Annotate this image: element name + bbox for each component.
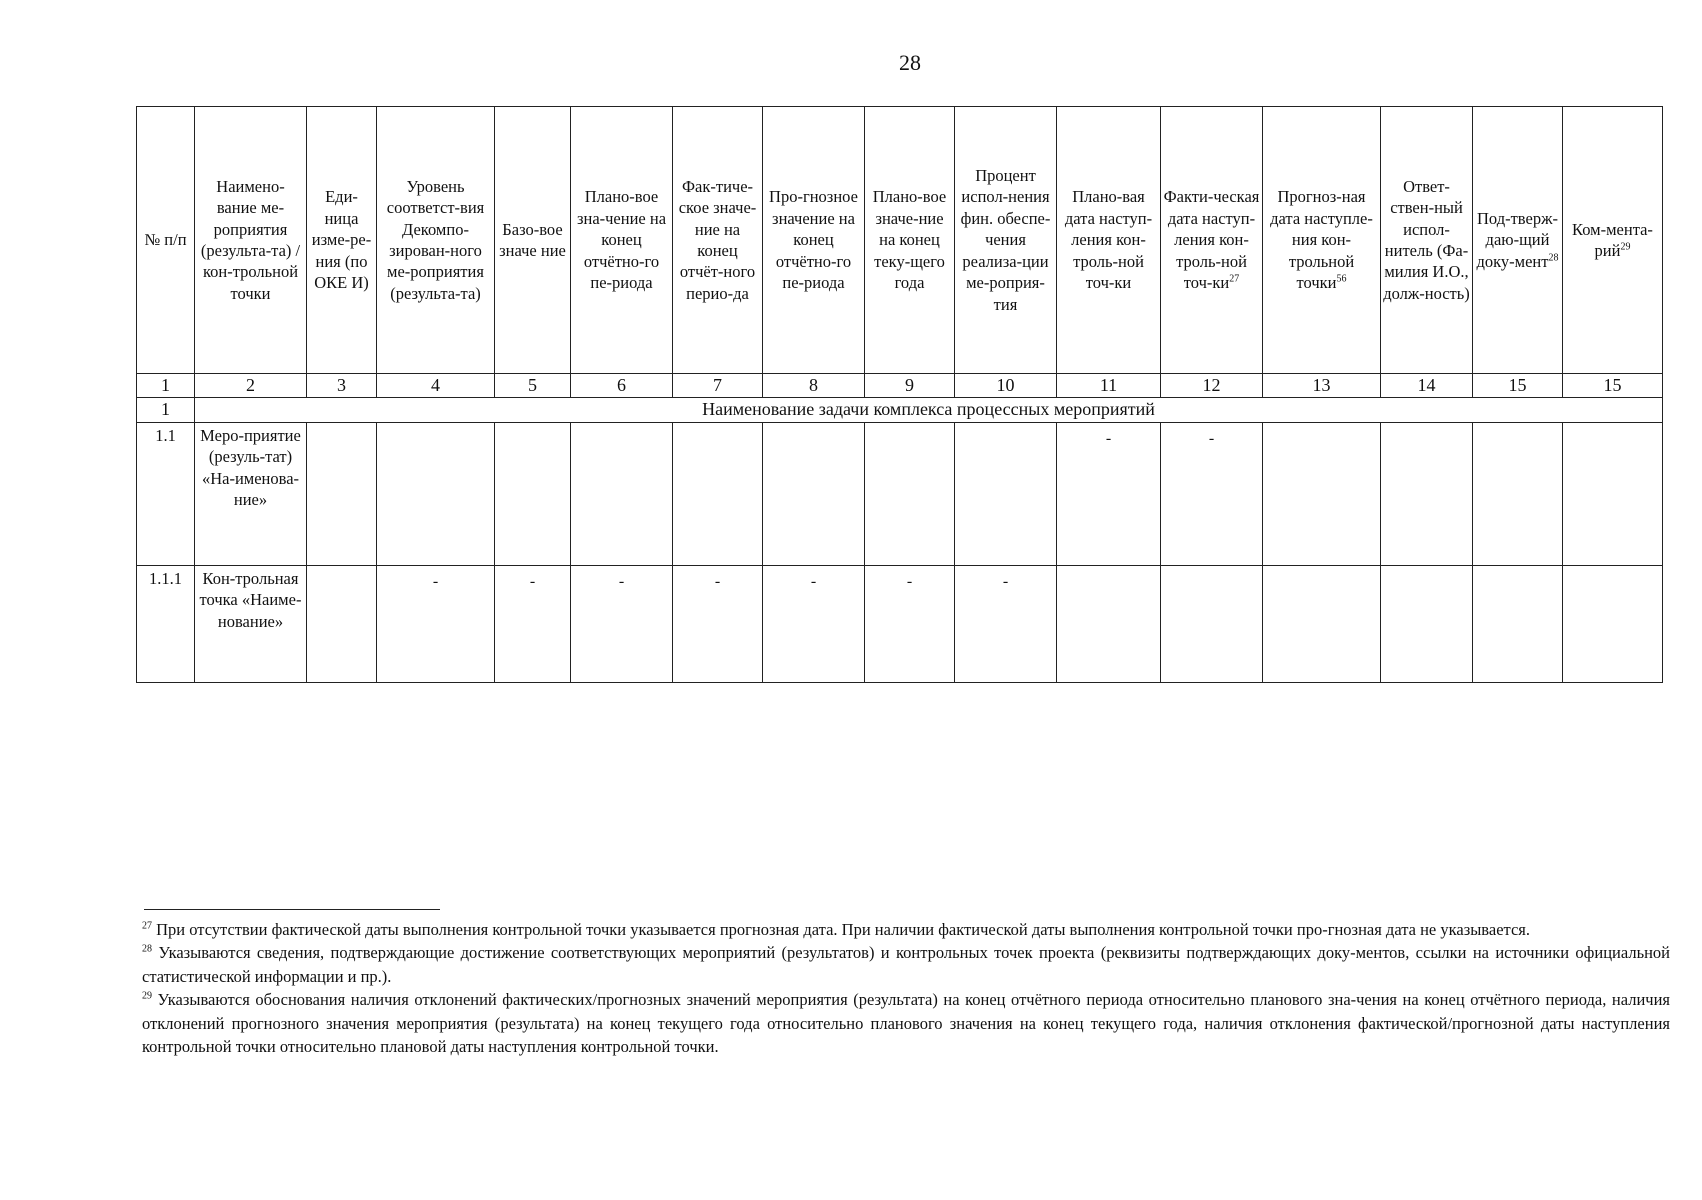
column-number-row bbox=[137, 374, 1663, 398]
footnote-text: При отсутствии фактической даты выполнения контрольной точки указывается прогнозная дата. При наличии фактической даты выполнения контрольной точки про-гнозная дата не указывается. bbox=[156, 920, 1530, 939]
footnote-text: Указываются сведения, подтверждающие достижение соответствующих мероприятий (результатов) и контрольных точек проекта (реквизиты подтверждающих доку-ментов, ссылки на источники официальной статистической информации и пр.). bbox=[142, 943, 1671, 986]
footnote bbox=[142, 988, 1670, 1058]
column-header: Факти-ческая дата наступ-ления кон-троль-ной точ-$ки^{27}$ bbox=[1161, 107, 1263, 374]
table-cell bbox=[763, 422, 865, 565]
column-header: Процент испол-нения фин. обеспе-чения реализа-ции ме-роприя-тия bbox=[955, 107, 1057, 374]
column-number: 2 bbox=[195, 374, 307, 398]
footnotes bbox=[142, 918, 1670, 1059]
column-number: 5 bbox=[495, 374, 571, 398]
table-cell: - bbox=[377, 565, 495, 682]
task-title: Наименование задачи комплекса процессных мероприятий bbox=[195, 398, 1663, 422]
column-number: 6 bbox=[571, 374, 673, 398]
footnote-mark: 29 bbox=[142, 990, 152, 1002]
footnote-text: Указываются обоснования наличия отклонений фактических/прогнозных значений мероприятия (результата) на конец отчётного периода относительно планового зна-чения на конец отчётного периода, наличия отклонений прогнозного значения мероприятия (результата) на конец текущего года относительно планового значения на конец текущего года, наличия отклонения фактической/прогнозной даты наступления контрольной точки относительно плановой даты наступления контрольной точки. bbox=[142, 990, 1670, 1057]
table-cell bbox=[307, 422, 377, 565]
table-cell bbox=[1057, 565, 1161, 682]
table-row bbox=[137, 565, 1663, 682]
footnote-ref: 28 bbox=[1548, 252, 1559, 264]
column-header: Плано-вое зна-чение на конец отчётно-го пе-риода bbox=[571, 107, 673, 374]
footnote-mark: 27 bbox=[142, 920, 152, 932]
column-header: Еди-ница изме-ре-ния (по ОКЕ И) bbox=[307, 107, 377, 374]
table-cell bbox=[673, 422, 763, 565]
column-number: 8 bbox=[763, 374, 865, 398]
table-cell bbox=[1473, 565, 1563, 682]
column-number: 11 bbox=[1057, 374, 1161, 398]
table-cell: - bbox=[1057, 422, 1161, 565]
column-number: 7 bbox=[673, 374, 763, 398]
footnote-ref: 27 bbox=[1229, 273, 1240, 285]
column-number: 13 bbox=[1263, 374, 1381, 398]
table-cell bbox=[1563, 422, 1663, 565]
footnote-ref: 56 bbox=[1336, 273, 1347, 285]
column-header: Фак-тиче-ское значе-ние на конец отчёт-ного перио-да bbox=[673, 107, 763, 374]
table-cell: - bbox=[865, 565, 955, 682]
footnote-divider bbox=[144, 909, 440, 910]
table-cell bbox=[865, 422, 955, 565]
table-cell bbox=[1381, 565, 1473, 682]
task-number: 1 bbox=[137, 398, 195, 422]
column-number: 9 bbox=[865, 374, 955, 398]
table-cell bbox=[955, 422, 1057, 565]
table-cell bbox=[571, 422, 673, 565]
table-cell bbox=[1263, 565, 1381, 682]
column-header: Прогноз-ная дата наступле-ния кон-трольной точки$^{56}$ bbox=[1263, 107, 1381, 374]
footnote-mark: 28 bbox=[142, 943, 152, 955]
column-header: Ответ-ствен-ный испол-нитель (Фа-милия И.О., долж-ность) bbox=[1381, 107, 1473, 374]
table-cell: - bbox=[955, 565, 1057, 682]
table-cell: - bbox=[763, 565, 865, 682]
table-cell bbox=[377, 422, 495, 565]
column-header: Ком-мента-рий$^{29}$ bbox=[1563, 107, 1663, 374]
footnote bbox=[142, 941, 1670, 988]
column-number: 14 bbox=[1381, 374, 1473, 398]
column-number: 4 bbox=[377, 374, 495, 398]
column-header: № п/п bbox=[137, 107, 195, 374]
row-name: Кон-трольная точка «Наиме-нование» bbox=[195, 565, 307, 682]
table-cell bbox=[495, 422, 571, 565]
page-number: 28 bbox=[899, 50, 921, 75]
row-number: 1.1.1 bbox=[137, 565, 195, 682]
column-header: Под-тверж-даю-щий доку-мент$^{28}$ bbox=[1473, 107, 1563, 374]
table-cell bbox=[1263, 422, 1381, 565]
table-cell bbox=[307, 565, 377, 682]
table-cell bbox=[1563, 565, 1663, 682]
column-number: 15 bbox=[1563, 374, 1663, 398]
column-number: 3 bbox=[307, 374, 377, 398]
column-header: Уровень соответст-вия Декомпо-зирован-ного ме-роприятия (результа-та) bbox=[377, 107, 495, 374]
column-header: Про-гнозное значение на конец отчётно-го пе-риода bbox=[763, 107, 865, 374]
footnote bbox=[142, 918, 1670, 941]
row-name: Меро-приятие (резуль-тат) «На-именова-ние» bbox=[195, 422, 307, 565]
column-number: 1 bbox=[137, 374, 195, 398]
footnote-ref: 29 bbox=[1620, 241, 1631, 253]
table-cell bbox=[1161, 565, 1263, 682]
row-number: 1.1 bbox=[137, 422, 195, 565]
column-header: Плано-вое значе-ние на конец теку-щего года bbox=[865, 107, 955, 374]
column-header: Наимено-вание ме-роприятия (результа-та) / кон-трольной точки bbox=[195, 107, 307, 374]
table-header-row bbox=[137, 107, 1663, 374]
column-header: Плано-вая дата наступ-ления кон-троль-ной точ-ки bbox=[1057, 107, 1161, 374]
table-cell bbox=[1381, 422, 1473, 565]
table-cell bbox=[1473, 422, 1563, 565]
table-cell: - bbox=[673, 565, 763, 682]
column-number: 10 bbox=[955, 374, 1057, 398]
events-table bbox=[136, 106, 1663, 683]
table-cell: - bbox=[495, 565, 571, 682]
column-number: 15 bbox=[1473, 374, 1563, 398]
table-cell: - bbox=[1161, 422, 1263, 565]
table-row bbox=[137, 422, 1663, 565]
column-header: Базо-вое значе ние bbox=[495, 107, 571, 374]
table-cell: - bbox=[571, 565, 673, 682]
task-row bbox=[137, 398, 1663, 422]
column-number: 12 bbox=[1161, 374, 1263, 398]
